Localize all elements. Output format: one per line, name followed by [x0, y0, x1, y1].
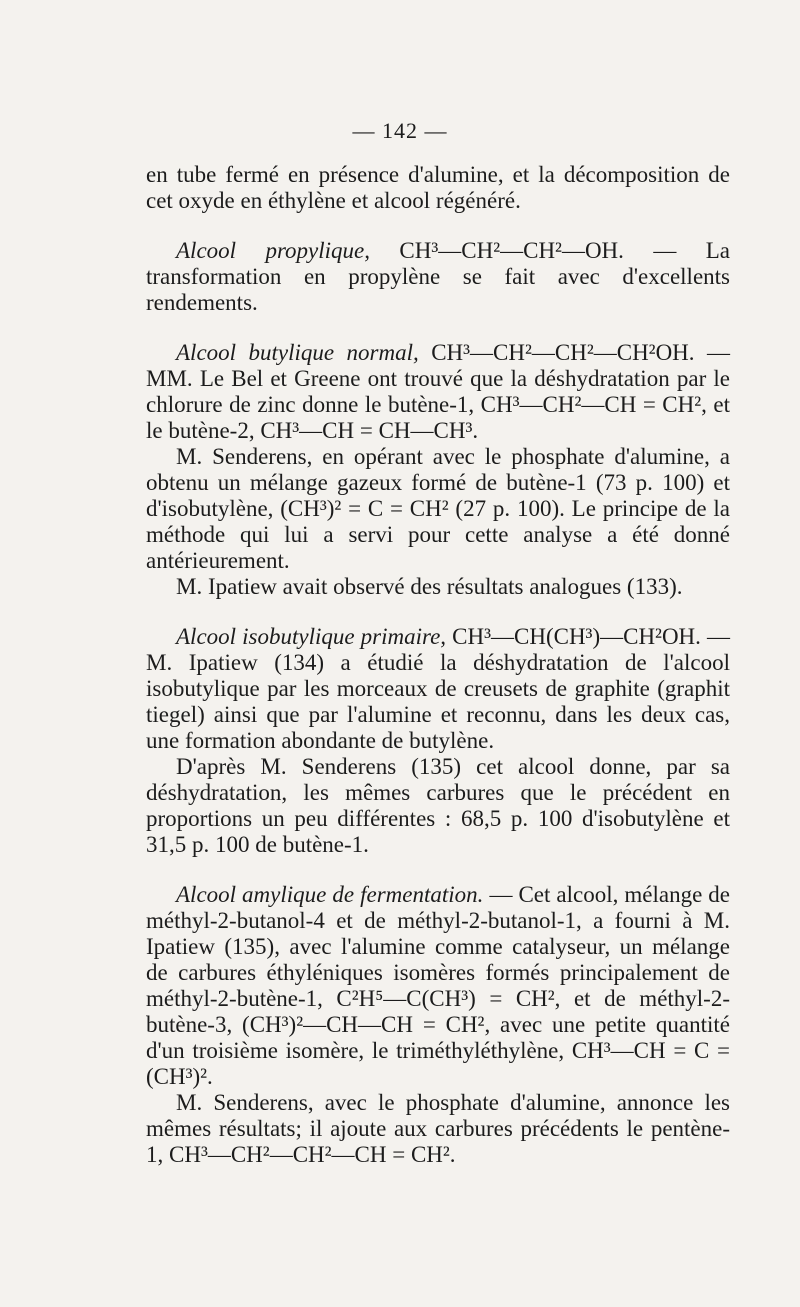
- paragraph-text: — Cet alcool, mélange de méthyl-2-butanol-4 et de méthyl-2-butanol-1, a fourni à M. Ipatiew (135), avec l'alumine comme catalyseur, un mélange de carbures éthyléniques isomères formés principalement de méthyl-2-butène-1, C²H⁵—C(CH³) = CH², et de méthyl-2-butène-3, (CH³)²—CH—CH = CH², avec une petite quantité d'un troisième isomère, le triméthyléthylène, CH³—CH = C = (CH³)².: [146, 882, 731, 1089]
- paragraph-1: [146, 162, 730, 214]
- paragraph-alcool-isobutylique: [146, 624, 730, 754]
- paragraph-alcool-amylique: [146, 882, 730, 1090]
- paragraph-text: M. Senderens, en opérant avec le phosphate d'alumine, a obtenu un mélange gazeux formé de butène-1 (73 p. 100) et d'isobutylène, (CH³)² = C = CH² (27 p. 100). Le principe de la méthode qui lui a servi pour cette analyse a été donné antérieurement.: [146, 444, 730, 573]
- paragraph-senderens-1: [146, 444, 730, 574]
- paragraph-senderens-3: [146, 1090, 730, 1168]
- paragraph-text: M. Senderens, avec le phosphate d'alumine, annonce les mêmes résultats; il ajoute aux carbures précédents le pentène-1, CH³—CH²—CH²—CH = CH².: [146, 1090, 730, 1167]
- paragraph-text: D'après M. Senderens (135) cet alcool donne, par sa déshydratation, les mêmes carbures que le précédent en proportions un peu différentes : 68,5 p. 100 d'isobutylène et 31,5 p. 100 de butène-1.: [146, 754, 730, 857]
- paragraph-text: M. Ipatiew avait observé des résultats analogues (133).: [176, 574, 683, 599]
- paragraph-alcool-propylique: [146, 238, 730, 316]
- section-heading-italic: Alcool amylique de fermentation.: [176, 882, 484, 907]
- paragraph-senderens-2: [146, 754, 730, 858]
- section-heading-italic: Alcool propylique,: [176, 238, 370, 263]
- paragraph-ipatiew-1: [146, 574, 730, 600]
- paragraph-text: CH³—CH²—CH²—OH. — La transformation en propylène se fait avec d'excellents rendements.: [146, 238, 730, 315]
- paragraph-text: CH³—CH(CH³)—CH²OH. — M. Ipatiew (134) a étudié la déshydratation de l'alcool isobutylique par les morceaux de creusets de graphite (graphit tiegel) ainsi que par l'alumine et reconnu, dans les deux cas, une formation abondante de butylène.: [146, 624, 731, 753]
- section-heading-italic: Alcool butylique normal,: [176, 340, 419, 365]
- paragraph-text: en tube fermé en présence d'alumine, et la décomposition de cet oxyde en éthylène et alcool régénéré.: [146, 162, 730, 213]
- paragraph-alcool-butylique: [146, 340, 730, 444]
- section-heading-italic: Alcool isobutylique primaire,: [176, 624, 447, 649]
- page-number: — 142 —: [352, 118, 448, 143]
- paragraph-text: CH³—CH²—CH²—CH²OH. — MM. Le Bel et Greene ont trouvé que la déshydratation par le chlorure de zinc donne le butène-1, CH³—CH²—CH = CH², et le butène-2, CH³—CH = CH—CH³.: [146, 340, 730, 443]
- body-text: [146, 162, 730, 1168]
